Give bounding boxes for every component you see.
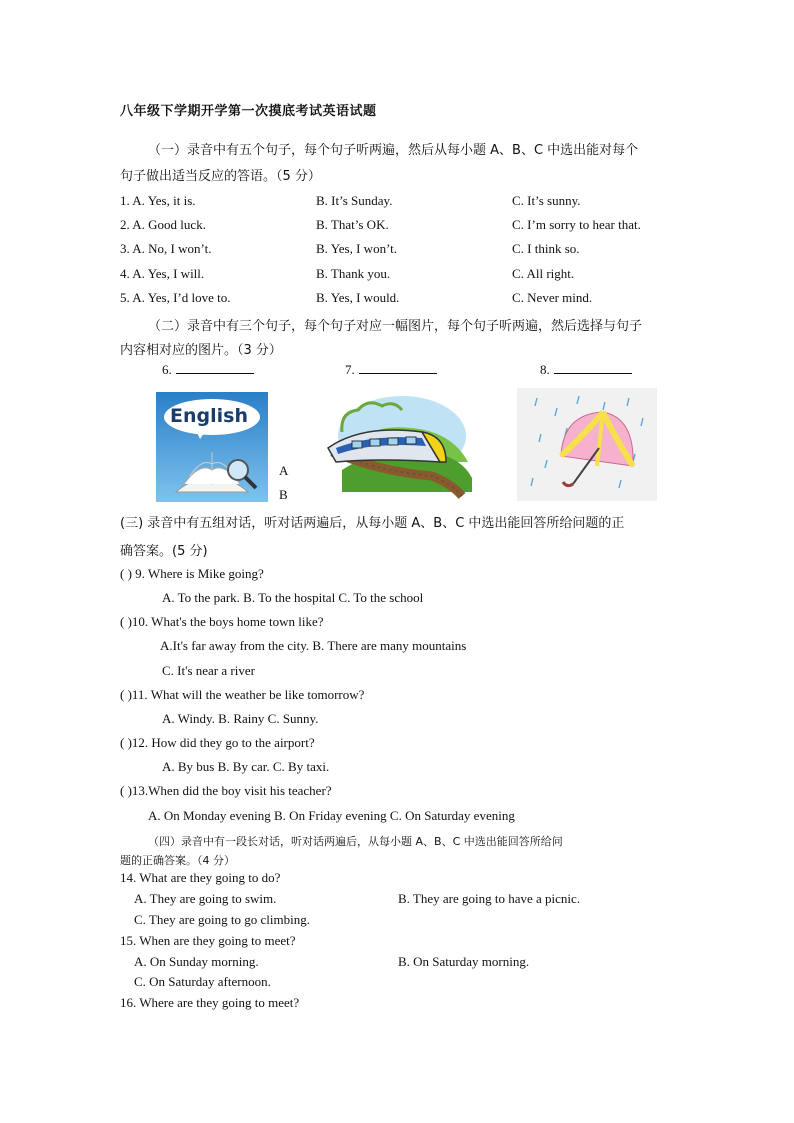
q15-option-a: A. On Sunday morning. bbox=[134, 954, 259, 969]
q2-option-a: 2. A. Good luck. bbox=[120, 217, 206, 232]
q11-question: ( )11. What will the weather be like tomorrow? bbox=[120, 687, 365, 702]
picture-label-a: A bbox=[279, 463, 289, 478]
section4-instruction: （四）录音中有一段长对话，听对话两遍后，从每小题 A、B、C 中选出能回答所给问 bbox=[148, 835, 563, 848]
q9-options: A. To the park. B. To the hospital C. To the school bbox=[162, 590, 424, 605]
blank-6[interactable] bbox=[162, 361, 254, 378]
q5-option-c: C. Never mind. bbox=[512, 290, 593, 305]
q2-option-c: C. I’m sorry to hear that. bbox=[512, 217, 641, 232]
blank-6-label: 6. bbox=[162, 362, 172, 377]
q3-option-b: B. Yes, I won’t. bbox=[316, 241, 398, 256]
picture-label-b: B bbox=[279, 487, 288, 502]
q5-option-b: B. Yes, I would. bbox=[316, 290, 400, 305]
q1-option-a: 1. A. Yes, it is. bbox=[120, 193, 196, 208]
q15-option-c: C. On Saturday afternoon. bbox=[134, 974, 271, 989]
q4-option-c: C. All right. bbox=[512, 266, 575, 281]
blank-8[interactable] bbox=[540, 361, 632, 378]
q3-option-c: C. I think so. bbox=[512, 241, 580, 256]
english-logo-text: English bbox=[170, 405, 248, 427]
q5-option-a: 5. A. Yes, I’d love to. bbox=[120, 290, 231, 305]
section4-instruction-cont: 题的正确答案。（4 分） bbox=[120, 854, 235, 867]
q15-question: 15. When are they going to meet? bbox=[120, 933, 296, 948]
section2-instruction-cont: 内容相对应的图片。（3 分） bbox=[120, 343, 282, 358]
q9-question: ( ) 9. Where is Mike going? bbox=[120, 566, 264, 581]
blank-7[interactable] bbox=[345, 361, 437, 378]
section2-instruction: （二）录音中有三个句子，每个句子对应一幅图片，每个句子听两遍，然后选择与句子 bbox=[148, 319, 643, 334]
q10-question: ( )10. What's the boys home town like? bbox=[120, 614, 324, 629]
section1-instruction: （一）录音中有五个句子，每个句子听两遍，然后从每小题 A、B、C 中选出能对每个 bbox=[148, 143, 639, 158]
q4-option-a: 4. A. Yes, I will. bbox=[120, 266, 205, 281]
q14-option-a: A. They are going to swim. bbox=[134, 891, 277, 906]
english-book-picture bbox=[156, 392, 268, 502]
blank-7-label: 7. bbox=[345, 362, 355, 377]
q1-option-c: C. It’s sunny. bbox=[512, 193, 581, 208]
q12-options: A. By bus B. By car. C. By taxi. bbox=[162, 759, 330, 774]
q13-question: ( )13.When did the boy visit his teacher? bbox=[120, 783, 332, 798]
q14-option-c: C. They are going to go climbing. bbox=[134, 912, 310, 927]
section3-instruction: (三) 录音中有五组对话，听对话两遍后，从每小题 A、B、C 中选出能回答所给问题的正 bbox=[120, 516, 625, 531]
section3-instruction-cont: 确答案。(5 分) bbox=[120, 544, 208, 559]
q4-option-b: B. Thank you. bbox=[316, 266, 391, 281]
q14-question: 14. What are they going to do? bbox=[120, 870, 281, 885]
q11-options: A. Windy. B. Rainy C. Sunny. bbox=[162, 711, 319, 726]
page-title: 八年级下学期开学第一次摸底考试英语试题 bbox=[120, 104, 377, 119]
umbrella-in-rain-picture bbox=[517, 388, 657, 501]
q10-options: A.It's far away from the city. B. There are many mountains bbox=[160, 638, 467, 653]
q1-option-b: B. It’s Sunday. bbox=[316, 193, 393, 208]
blank-8-label: 8. bbox=[540, 362, 550, 377]
q12-question: ( )12. How did they go to the airport? bbox=[120, 735, 315, 750]
q15-option-b: B. On Saturday morning. bbox=[398, 954, 530, 969]
train-picture bbox=[322, 392, 474, 500]
q16-question: 16. Where are they going to meet? bbox=[120, 995, 300, 1010]
q10-option-c: C. It's near a river bbox=[162, 663, 255, 678]
q14-option-b: B. They are going to have a picnic. bbox=[398, 891, 581, 906]
q2-option-b: B. That’s OK. bbox=[316, 217, 389, 232]
q3-option-a: 3. A. No, I won’t. bbox=[120, 241, 212, 256]
q13-options: A. On Monday evening B. On Friday evening C. On Saturday evening bbox=[148, 808, 515, 823]
section1-instruction-cont: 句子做出适当反应的答语。（5 分） bbox=[120, 169, 321, 184]
